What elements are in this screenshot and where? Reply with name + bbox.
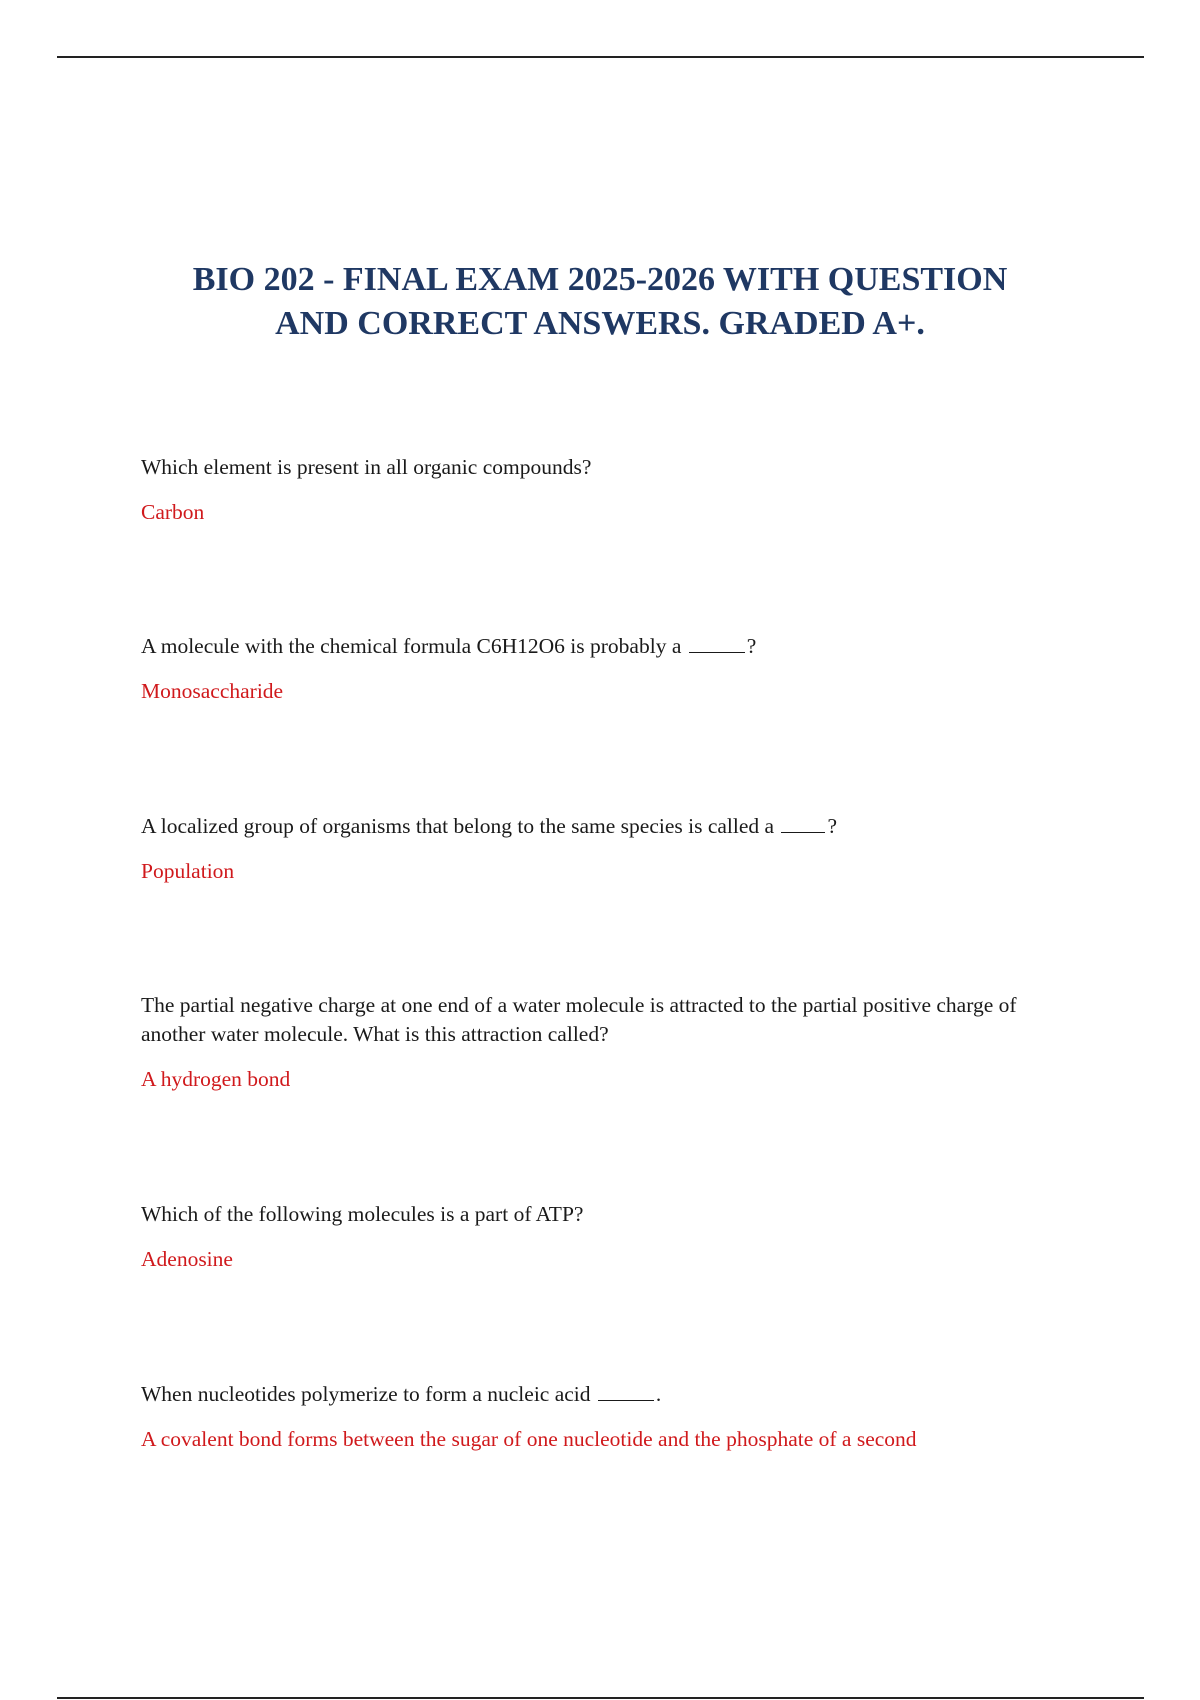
question-6 <box>141 1380 1041 1409</box>
qa-item-2 <box>141 632 1041 706</box>
bottom-rule <box>57 1697 1144 1699</box>
qa-item-1 <box>141 453 1041 527</box>
answer-2: Monosaccharide <box>141 679 284 703</box>
answer-6: A covalent bond forms between the sugar of one nucleotide and the phosphate of a second <box>141 1427 917 1451</box>
qa-item-5 <box>141 1200 1041 1274</box>
question-3 <box>141 812 1041 841</box>
question-3-text: A localized group of organisms that belong to the same species is called a <box>141 814 775 838</box>
question-5: Which of the following molecules is a part of ATP? <box>141 1202 584 1226</box>
question-4: The partial negative charge at one end of a water molecule is attracted to the partial positive charge of another water molecule. What is this attraction called? <box>141 993 1017 1046</box>
question-2-end: ? <box>746 634 757 658</box>
question-6-text: When nucleotides polymerize to form a nucleic acid <box>141 1382 591 1406</box>
qa-item-6 <box>141 1380 1041 1454</box>
qa-item-3 <box>141 812 1041 886</box>
question-6-end: . <box>655 1382 662 1406</box>
title-line-1: BIO 202 - FINAL EXAM 2025-2026 WITH QUESTION <box>192 261 1008 298</box>
title-line-2: AND CORRECT ANSWERS. GRADED A+. <box>275 305 925 342</box>
question-3-end: ? <box>827 814 838 838</box>
answer-blank <box>598 1380 654 1401</box>
answer-1: Carbon <box>141 500 205 524</box>
document-title <box>100 258 1100 346</box>
qa-item-4 <box>141 991 1041 1094</box>
question-1: Which element is present in all organic compounds? <box>141 455 592 479</box>
answer-blank <box>781 812 825 833</box>
top-rule <box>57 56 1144 58</box>
answer-blank <box>689 632 745 653</box>
question-2-text: A molecule with the chemical formula C6H12O6 is probably a <box>141 634 682 658</box>
question-2 <box>141 632 1041 661</box>
answer-3: Population <box>141 859 235 883</box>
answer-5: Adenosine <box>141 1247 233 1271</box>
answer-4: A hydrogen bond <box>141 1067 291 1091</box>
